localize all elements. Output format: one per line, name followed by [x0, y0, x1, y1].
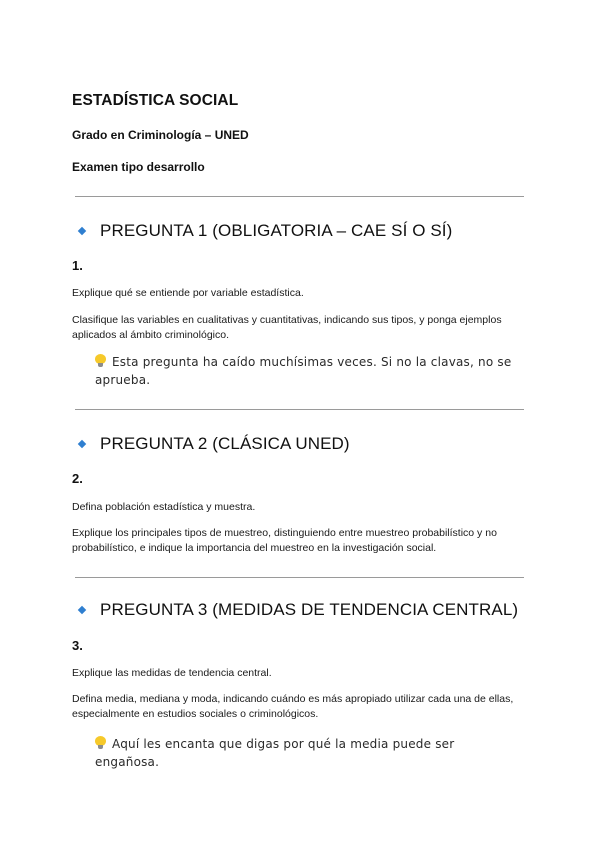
exam-type-label: Examen tipo desarrollo [72, 160, 205, 174]
question-paragraph: Explique las medidas de tendencia central. [72, 667, 272, 679]
divider [75, 409, 524, 410]
section-heading-2 [78, 434, 350, 454]
tip-note [95, 735, 515, 771]
document-title: ESTADÍSTICA SOCIAL [72, 92, 239, 109]
section-title: PREGUNTA 3 (MEDIDAS DE TENDENCIA CENTRAL) [100, 600, 519, 619]
lightbulb-icon [95, 354, 106, 368]
question-paragraph: Clasifique las variables en cualitativas y cuantitativas, indicando sus tipos, y ponga ejemplos aplicados al ámbito criminológico. [72, 314, 502, 341]
section-title: PREGUNTA 2 (CLÁSICA UNED) [100, 434, 350, 453]
section-heading-1 [78, 221, 452, 241]
diamond-bullet-icon [78, 440, 86, 448]
question-paragraph: Defina población estadística y muestra. [72, 501, 256, 513]
document-subtitle: Grado en Criminología – UNED [72, 128, 249, 142]
question-paragraph: Explique qué se entiende por variable estadística. [72, 287, 304, 299]
tip-text: Aquí les encanta que digas por qué la media puede ser engañosa. [95, 737, 455, 769]
diamond-bullet-icon [78, 606, 86, 614]
question-number: 2. [72, 471, 83, 486]
question-number: 3. [72, 638, 83, 653]
divider [75, 577, 524, 578]
diamond-bullet-icon [78, 227, 86, 235]
tip-note [95, 353, 515, 389]
section-heading-3 [78, 600, 518, 620]
question-number: 1. [72, 258, 83, 273]
divider [75, 196, 524, 197]
question-paragraph: Defina media, mediana y moda, indicando cuándo es más apropiado utilizar cada una de ellas, especialmente en estudios sociales o criminológicos. [72, 693, 514, 720]
section-title: PREGUNTA 1 (OBLIGATORIA – CAE SÍ O SÍ) [100, 221, 453, 240]
question-paragraph: Explique los principales tipos de muestreo, distinguiendo entre muestreo probabilístico y no probabilístico, e indique la importancia del muestreo en la investigación social. [72, 527, 497, 554]
tip-text: Esta pregunta ha caído muchísimas veces. Si no la clavas, no se aprueba. [95, 355, 512, 387]
lightbulb-icon [95, 736, 106, 750]
